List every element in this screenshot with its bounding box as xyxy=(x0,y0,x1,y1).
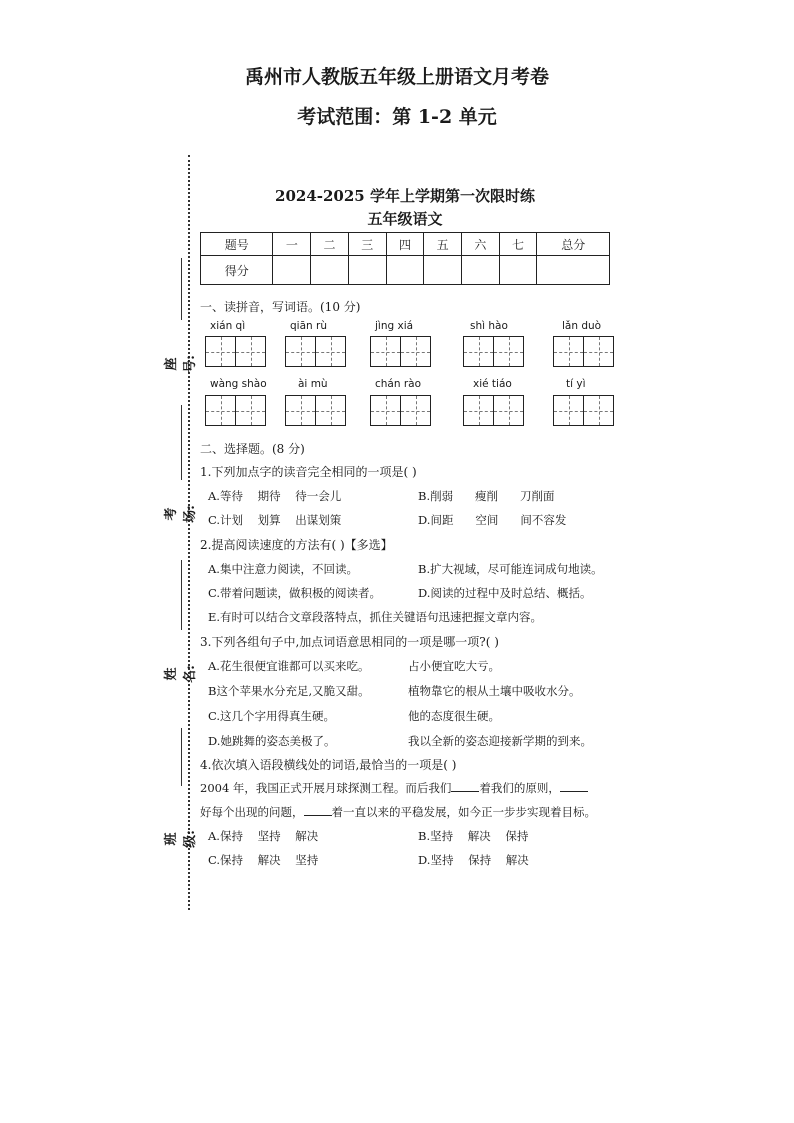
fill-blank[interactable] xyxy=(304,805,332,816)
section1-heading: 一、读拼音，写词语。(10 分) xyxy=(200,300,361,314)
option-a[interactable]: A.保持 坚持 解决 xyxy=(208,829,319,843)
table-row xyxy=(201,256,610,285)
score-cell[interactable] xyxy=(537,256,610,285)
option-b[interactable]: B.扩大视域，尽可能连词成句地读。 xyxy=(418,562,603,576)
table-header-cell: 题号 xyxy=(201,233,273,256)
writing-grid[interactable] xyxy=(463,395,523,426)
option-c[interactable]: C.计划 划算 出谋划策 xyxy=(208,513,342,527)
option-d[interactable]: D.她跳舞的姿态美极了。 xyxy=(208,734,336,748)
writing-grid[interactable] xyxy=(370,395,430,426)
section2-heading: 二、选择题。(8 分) xyxy=(200,442,305,456)
exam-title: 2024-2025 学年上学期第一次限时练 xyxy=(275,187,535,205)
option-a[interactable]: A.集中注意力阅读，不回读。 xyxy=(208,562,358,576)
score-cell[interactable] xyxy=(348,256,386,285)
question-2-stem: 2.提高阅读速度的方法有( )【多选】 xyxy=(200,538,393,552)
score-table xyxy=(200,232,610,285)
table-header-cell: 二 xyxy=(311,233,349,256)
score-cell[interactable] xyxy=(462,256,500,285)
option-b[interactable]: B.削弱 瘦削 刀削面 xyxy=(418,489,555,503)
pinyin-label: chán rào xyxy=(375,378,422,390)
option-a-sentence-2: 占小便宜吃大亏。 xyxy=(408,659,500,673)
table-header-cell: 三 xyxy=(348,233,386,256)
exam-room-label: 考场: xyxy=(164,505,198,523)
option-e[interactable]: E.有时可以结合文章段落特点，抓住关键语句迅速把握文章内容。 xyxy=(208,610,543,624)
option-b[interactable]: B这个苹果水分充足,又脆又甜。 xyxy=(208,684,370,698)
pinyin-label: xié tiáo xyxy=(473,378,512,390)
pinyin-label: shì hào xyxy=(470,320,508,332)
score-cell[interactable] xyxy=(273,256,311,285)
option-d[interactable]: D.坚持 保持 解决 xyxy=(418,853,529,867)
question-1-stem: 1.下列加点字的读音完全相同的一项是( ) xyxy=(200,465,417,479)
question-4-stem: 4.依次填入语段横线处的词语,最恰当的一项是( ) xyxy=(200,758,457,772)
table-header-cell: 五 xyxy=(424,233,462,256)
table-header-cell: 四 xyxy=(386,233,424,256)
class-line xyxy=(181,728,182,786)
writing-grid[interactable] xyxy=(285,395,345,426)
seat-number-label: 座号: xyxy=(164,355,198,373)
score-cell[interactable] xyxy=(499,256,537,285)
score-cell[interactable] xyxy=(386,256,424,285)
exam-room-line xyxy=(181,405,182,480)
binding-dotted-line xyxy=(188,155,190,910)
seat-number-line xyxy=(181,258,182,320)
option-a[interactable]: A.花生很便宜谁都可以买来吃。 xyxy=(208,659,370,673)
exam-scope: 考试范围：第 1-2 单元 xyxy=(297,106,497,128)
pinyin-label: lǎn duò xyxy=(562,320,602,332)
question-4-passage-line-2: 好每个出现的问题， 着一直以来的平稳发展，如今正一步步实现着目标。 xyxy=(200,805,596,819)
fill-blank[interactable] xyxy=(451,781,479,792)
writing-grid[interactable] xyxy=(553,395,613,426)
table-row xyxy=(201,233,610,256)
writing-grid[interactable] xyxy=(553,336,613,367)
pinyin-label: jìng xiá xyxy=(375,320,414,332)
pinyin-label: qiān rù xyxy=(290,320,327,332)
option-c[interactable]: C.带着问题读，做积极的阅读者。 xyxy=(208,586,382,600)
writing-grid[interactable] xyxy=(205,395,265,426)
option-c[interactable]: C.这几个字用得真生硬。 xyxy=(208,709,336,723)
score-cell[interactable] xyxy=(311,256,349,285)
option-c-sentence-2: 他的态度很生硬。 xyxy=(408,709,500,723)
option-b[interactable]: B.坚持 解决 保持 xyxy=(418,829,529,843)
writing-grid[interactable] xyxy=(370,336,430,367)
option-b-sentence-2: 植物靠它的根从土壤中吸收水分。 xyxy=(408,684,581,698)
writing-grid[interactable] xyxy=(205,336,265,367)
question-4-passage-line-1: 2004 年，我国正式开展月球探测工程。而后我们 着我们的原则， xyxy=(200,780,588,796)
fill-blank[interactable] xyxy=(560,781,588,792)
page-title: 禹州市人教版五年级上册语文月考卷 xyxy=(244,66,549,88)
exam-subtitle: 五年级语文 xyxy=(367,210,443,228)
pinyin-label: wàng shào xyxy=(210,378,267,390)
writing-grid[interactable] xyxy=(463,336,523,367)
option-a[interactable]: A.等待 期待 待一会儿 xyxy=(208,489,342,503)
writing-grid[interactable] xyxy=(285,336,345,367)
option-d-sentence-2: 我以全新的姿态迎接新学期的到来。 xyxy=(408,734,592,748)
table-header-cell: 七 xyxy=(499,233,537,256)
table-header-cell: 一 xyxy=(273,233,311,256)
option-c[interactable]: C.保持 解决 坚持 xyxy=(208,853,319,867)
score-row-label: 得分 xyxy=(201,256,273,285)
name-label: 姓名: xyxy=(164,665,198,683)
pinyin-label: xián qì xyxy=(210,320,246,332)
score-cell[interactable] xyxy=(424,256,462,285)
pinyin-label: ài mù xyxy=(298,378,328,390)
question-3-stem: 3.下列各组句子中,加点词语意思相同的一项是哪一项?( ) xyxy=(200,635,499,649)
class-label: 班级: xyxy=(164,830,198,848)
name-line xyxy=(181,560,182,630)
table-header-cell: 六 xyxy=(462,233,500,256)
option-d[interactable]: D.间距 空间 间不容发 xyxy=(418,513,567,527)
table-header-cell: 总分 xyxy=(537,233,610,256)
pinyin-label: tí yì xyxy=(566,378,586,390)
option-d[interactable]: D.阅读的过程中及时总结、概括。 xyxy=(418,586,592,600)
